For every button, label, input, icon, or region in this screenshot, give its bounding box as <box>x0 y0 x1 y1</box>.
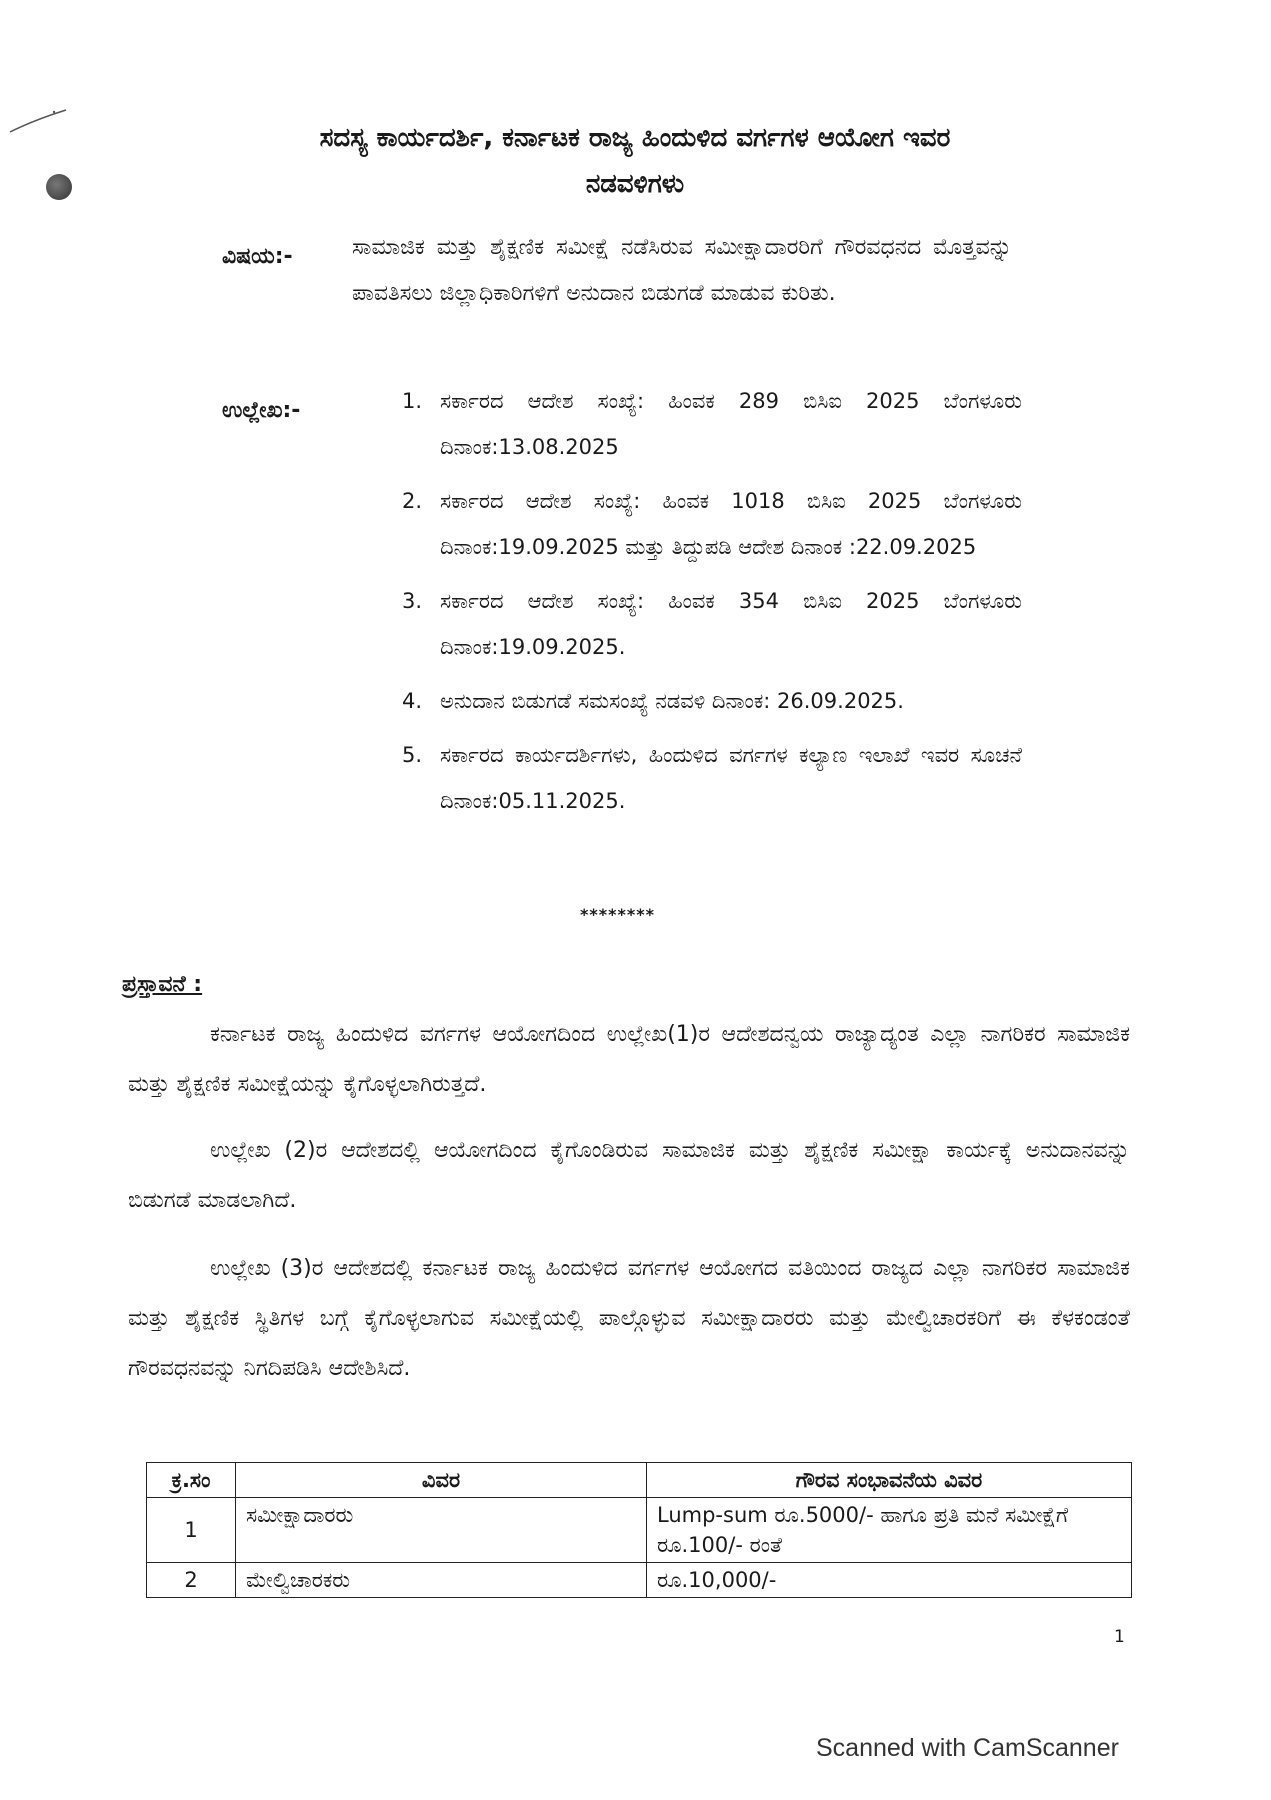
title-line-2: ನಡವಳಿಗಳು <box>585 169 685 199</box>
reference-item-5 <box>402 732 1022 824</box>
reference-text: ಸರ್ಕಾರದ ಆದೇಶ ಸಂಖ್ಯೆ: ಹಿಂವಕ 289 ಬಿಸಿಐ 2025 ಬೆಂಗಳೂರು ದಿನಾಂಕ:13.08.2025 <box>440 389 1022 459</box>
reference-item-4 <box>402 678 1022 724</box>
scanner-watermark: Scanned with CamScanner <box>816 1734 1119 1762</box>
table-header-row <box>147 1463 1132 1498</box>
reference-number: 1. <box>402 389 423 413</box>
references-label: ಉಲ್ಲೇಖ:- <box>222 398 301 423</box>
table-cell-details: ಸಮೀಕ್ಷಾದಾರರು <box>236 1498 647 1563</box>
reference-number: 2. <box>402 489 423 513</box>
pen-stroke-mark <box>4 100 74 140</box>
table-cell-serial: 2 <box>147 1563 236 1598</box>
table-cell-honorarium: ರೂ.10,000/- <box>647 1563 1132 1598</box>
document-title <box>140 115 1130 207</box>
reference-item-2 <box>402 478 1022 570</box>
section-separator: ******** <box>580 905 655 924</box>
reference-number: 3. <box>402 589 423 613</box>
subject-label: ವಿಷಯ:- <box>222 244 293 269</box>
reference-text: ಸರ್ಕಾರದ ಕಾರ್ಯದರ್ಶಿಗಳು, ಹಿಂದುಳಿದ ವರ್ಗಗಳ ಕಲ್ಯಾಣ ಇಲಾಖೆ ಇವರ ಸೂಚನೆ ದಿನಾಂಕ:05.11.2025. <box>440 743 1022 813</box>
page-number: 1 <box>1114 1627 1125 1647</box>
references-list <box>402 378 1022 832</box>
reference-text: ಸರ್ಕಾರದ ಆದೇಶ ಸಂಖ್ಯೆ: ಹಿಂವಕ 1018 ಬಿಸಿಐ 2025 ಬೆಂಗಳೂರು ದಿನಾಂಕ:19.09.2025 ಮತ್ತು ತಿದ್ದುಪಡಿ ಆದೇಶ ದಿನಾಂಕ :22.09.2025 <box>440 489 1022 559</box>
reference-item-3 <box>402 578 1022 670</box>
honorarium-table <box>146 1462 1132 1598</box>
preamble-paragraph-1: ಕರ್ನಾಟಕ ರಾಜ್ಯ ಹಿಂದುಳಿದ ವರ್ಗಗಳ ಆಯೋಗದಿಂದ ಉಲ್ಲೇಖ(1)ರ ಆದೇಶದನ್ವಯ ರಾಜ್ಯಾದ್ಯಂತ ಎಲ್ಲಾ ನಾಗರಿಕರ ಸಾಮಾಜಿಕ ಮತ್ತು ಶೈಕ್ಷಣಿಕ ಸಮೀಕ್ಷೆಯನ್ನು ಕೈಗೊಳ್ಳಲಾಗಿರುತ್ತದೆ. <box>128 1022 1130 1097</box>
preamble-heading: ಪ್ರಸ್ತಾವನೆ : <box>122 972 203 997</box>
table-cell-honorarium: Lump-sum ರೂ.5000/- ಹಾಗೂ ಪ್ರತಿ ಮನೆ ಸಮೀಕ್ಷೆಗೆ ರೂ.100/- ರಂತೆ <box>647 1498 1132 1563</box>
table-row <box>147 1498 1132 1563</box>
table-cell-serial: 1 <box>147 1498 236 1563</box>
preamble-paragraph-3: ಉಲ್ಲೇಖ (3)ರ ಆದೇಶದಲ್ಲಿ ಕರ್ನಾಟಕ ರಾಜ್ಯ ಹಿಂದುಳಿದ ವರ್ಗಗಳ ಆಯೋಗದ ವತಿಯಿಂದ ರಾಜ್ಯದ ಎಲ್ಲಾ ನಾಗರಿಕರ ಸಾಮಾಜಿಕ ಮತ್ತು ಶೈಕ್ಷಣಿಕ ಸ್ಥಿತಿಗಳ ಬಗ್ಗೆ ಕೈಗೊಳ್ಳಲಾಗುವ ಸಮೀಕ್ಷೆಯಲ್ಲಿ ಪಾಲ್ಗೊಳ್ಳುವ ಸಮೀಕ್ಷಾದಾರರು ಮತ್ತು ಮೇಲ್ವಿಚಾರಕರಿಗೆ ಈ ಕೆಳಕಂಡಂತೆ ಗೌರವಧನವನ್ನು ನಿಗದಿಪಡಿಸಿ ಆದೇಶಿಸಿದೆ. <box>128 1256 1130 1381</box>
table-row <box>147 1563 1132 1598</box>
reference-item-1 <box>402 378 1022 470</box>
reference-text: ಅನುದಾನ ಬಿಡುಗಡೆ ಸಮಸಂಖ್ಯೆ ನಡವಳಿ ದಿನಾಂಕ: 26.09.2025. <box>440 689 904 713</box>
subject-text: ಸಾಮಾಜಿಕ ಮತ್ತು ಶೈಕ್ಷಣಿಕ ಸಮೀಕ್ಷೆ ನಡೆಸಿರುವ ಸಮೀಕ್ಷಾದಾರರಿಗೆ ಗೌರವಧನದ ಮೊತ್ತವನ್ನು ಪಾವತಿಸಲು ಜಿಲ್ಲಾಧಿಕಾರಿಗಳಿಗೆ ಅನುದಾನ ಬಿಡುಗಡೆ ಮಾಡುವ ಕುರಿತು. <box>352 235 1012 306</box>
column-header-serial: ಕ್ರ.ಸಂ <box>147 1463 236 1498</box>
reference-text: ಸರ್ಕಾರದ ಆದೇಶ ಸಂಖ್ಯೆ: ಹಿಂವಕ 354 ಬಿಸಿಐ 2025 ಬೆಂಗಳೂರು ದಿನಾಂಕ:19.09.2025. <box>440 589 1022 659</box>
punch-hole-mark <box>46 174 72 200</box>
title-line-1: ಸದಸ್ಯ ಕಾರ್ಯದರ್ಶಿ, ಕರ್ನಾಟಕ ರಾಜ್ಯ ಹಿಂದುಳಿದ ವರ್ಗಗಳ ಆಯೋಗ ಇವರ <box>319 123 951 153</box>
reference-number: 5. <box>402 743 423 767</box>
column-header-details: ವಿವರ <box>236 1463 647 1498</box>
column-header-honorarium: ಗೌರವ ಸಂಭಾವನೆಯ ವಿವರ <box>647 1463 1132 1498</box>
preamble-paragraph-2: ಉಲ್ಲೇಖ (2)ರ ಆದೇಶದಲ್ಲಿ ಆಯೋಗದಿಂದ ಕೈಗೊಂಡಿರುವ ಸಾಮಾಜಿಕ ಮತ್ತು ಶೈಕ್ಷಣಿಕ ಸಮೀಕ್ಷಾ ಕಾರ್ಯಕ್ಕೆ ಅನುದಾನವನ್ನು ಬಿಡುಗಡೆ ಮಾಡಲಾಗಿದೆ. <box>128 1138 1130 1213</box>
table-cell-details: ಮೇಲ್ವಿಚಾರಕರು <box>236 1563 647 1598</box>
reference-number: 4. <box>402 689 423 713</box>
